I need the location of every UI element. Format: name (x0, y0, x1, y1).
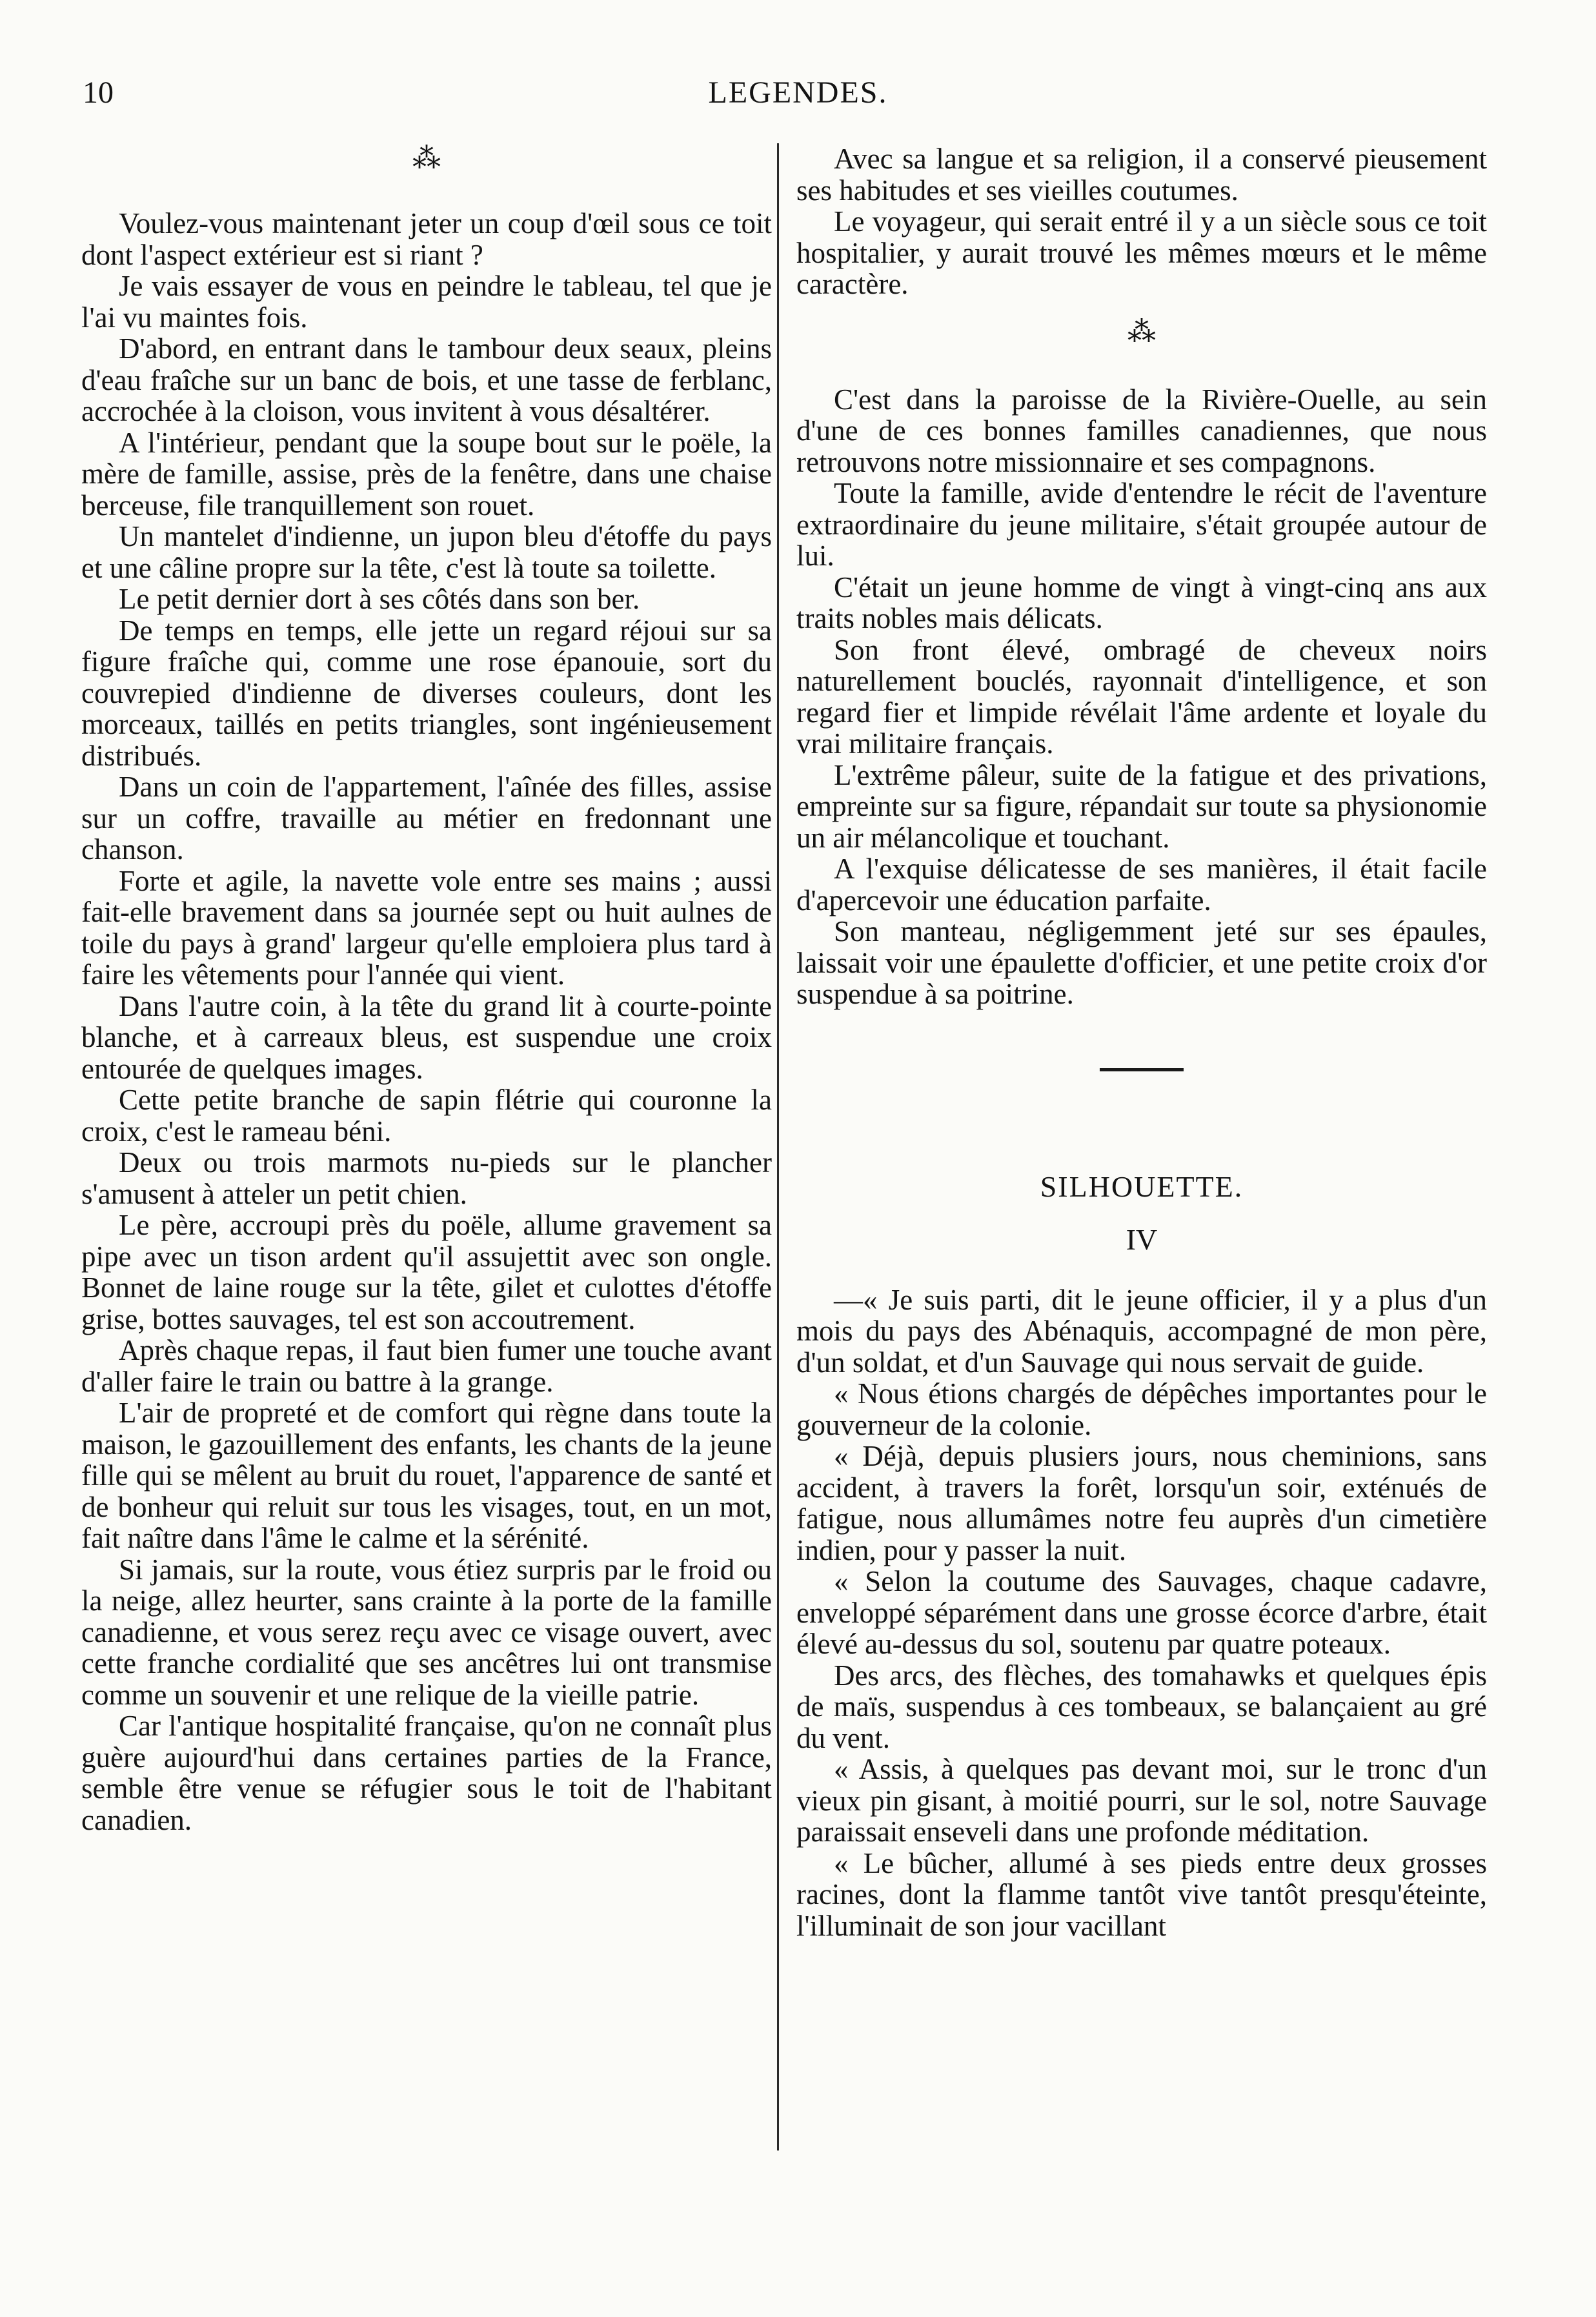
right-column (796, 143, 1487, 1941)
section-number: IV (1126, 1223, 1158, 1256)
paragraph: Deux ou trois marmots nu-pieds sur le plancher s'amusent à atteler un petit chien. (81, 1146, 772, 1210)
paragraph: Un mantelet d'indienne, un jupon bleu d'étoffe du pays et une câline propre sur la tête, c'est là toute sa toilette. (81, 520, 772, 584)
paragraph: Dans l'autre coin, à la tête du grand lit à courte-pointe blanche, et à carreaux bleus, est suspendue une croix entourée de quelques images. (81, 989, 772, 1085)
paragraph: Dans un coin de l'appartement, l'aînée des filles, assise sur un coffre, travaille au métier en fredonnant une chanson. (81, 771, 772, 865)
paragraph: Cette petite branche de sapin flétrie qui couronne la croix, c'est le rameau béni. (81, 1084, 772, 1148)
paragraph: « Déjà, depuis plusiers jours, nous cheminions, sans accident, à travers la forêt, lorsqu'un soir, exténués de fatigue, nous allumâmes notre feu auprès d'un cimetière indien, pour y passer la nuit. (796, 1440, 1487, 1566)
paragraph: C'était un jeune homme de vingt à vingt-cinq ans aux traits nobles mais délicats. (796, 571, 1487, 634)
paragraph: Toute la famille, avide d'entendre le récit de l'aventure extraordinaire du jeune militaire, s'était groupée autour de lui. (796, 477, 1487, 572)
paragraph: L'air de propreté et de comfort qui règne dans toute la maison, le gazouillement des enfants, les chants de la jeune fille qui se mêlent au bruit du rouet, l'apparence de santé et de bonheur qui reluit sur tous les visages, tout, en un mot, fait naître dans l'âme le calme et la sérénité. (81, 1397, 772, 1554)
paragraph: « Le bûcher, allumé à ses pieds entre deux grosses racines, dont la flamme tantôt vive tantôt presqu'éteinte, l'illuminait de son jour vacillant (796, 1847, 1487, 1942)
paragraph: Car l'antique hospitalité française, qu'on ne connaît plus guère aujourd'hui dans certaines parties de la France, semble être venue se réfugier sous le toit de l'habitant canadien. (81, 1710, 772, 1836)
paragraph: Je vais essayer de vous en peindre le tableau, tel que je l'ai vu maintes fois. (81, 270, 772, 334)
paragraph: A l'intérieur, pendant que la soupe bout sur le poële, la mère de famille, assise, près de la fenêtre, dans une chaise berceuse, file tranquillement son rouet. (81, 426, 772, 521)
paragraph: Son manteau, négligemment jeté sur ses épaules, laissait voir une épaulette d'officier, et une petite croix d'or suspendue à sa poitrine. (796, 915, 1487, 1010)
paragraph: Le père, accroupi près du poële, allume gravement sa pipe avec un tison ardent qu'il assujettit avec son ongle. Bonnet de laine rouge sur la tête, gilet et culottes d'étoffe grise, bottes sauvages, tel est son accoutrement. (81, 1209, 772, 1335)
paragraph: Son front élevé, ombragé de cheveux noirs naturellement bouclés, rayonnait d'intelligence, et son regard fier et limpide révélait l'âme ardente et loyale du vrai militaire français. (796, 633, 1487, 760)
paragraph: Des arcs, des flèches, des tomahawks et quelques épis de maïs, suspendus à ces tombeaux, se balançaient au gré du vent. (796, 1659, 1487, 1754)
paragraph: « Nous étions chargés de dépêches importantes pour le gouverneur de la colonie. (796, 1377, 1487, 1441)
paragraph: Forte et agile, la navette vole entre ses mains ; aussi fait-elle bravement dans sa journée sept ou huit aulnes de toile du pays à grand' largeur qu'elle emploiera plus tard à faire les vêtements pour l'année qui vient. (81, 864, 772, 991)
paragraph: Après chaque repas, il faut bien fumer une touche avant d'aller faire le train ou battre à la grange. (81, 1334, 772, 1398)
paragraph: D'abord, en entrant dans le tambour deux seaux, pleins d'eau fraîche sur un banc de bois, et une tasse de ferblanc, accrochée à la cloison, vous invitent à vous désaltérer. (81, 332, 772, 427)
paragraph: Si jamais, sur la route, vous étiez surpris par le froid ou la neige, allez heurter, sans crainte à la porte de la famille canadienne, et vous serez reçu avec ce visage ouvert, avec cette franche cordialité que ses ancêtres lui ont transmise comme un souvenir et une relique de la vieille patrie. (81, 1553, 772, 1711)
column-divider (777, 143, 779, 2150)
section-separator: ⁂ (1127, 316, 1156, 348)
paragraph: Avec sa langue et sa religion, il a conservé pieusement ses habitudes et ses vieilles coutumes. (796, 143, 1487, 207)
section-rule-wrap (796, 1010, 1487, 1146)
paragraph: A l'exquise délicatesse de ses manières, il était facile d'apercevoir une éducation parfaite. (796, 853, 1487, 916)
section-title: SILHOUETTE. (1040, 1169, 1244, 1203)
paragraph: —« Je suis parti, dit le jeune officier, il y a plus d'un mois du pays des Abénaquis, accompagné de mon père, d'un soldat, et d'un Sauvage qui nous servait de guide. (796, 1283, 1487, 1379)
running-title: LEGENDES. (708, 76, 888, 110)
paragraph: Le petit dernier dort à ses côtés dans son ber. (119, 583, 640, 615)
paragraph: De temps en temps, elle jette un regard réjoui sur sa figure fraîche qui, comme une rose épanouie, sort du couvrepied d'indienne de diverses couleurs, dont les morceaux, taillés en petits triangles, sont ingénieusement distribués. (81, 614, 772, 772)
paragraph: C'est dans la paroisse de la Rivière-Ouelle, au sein d'une de ces bonnes familles canadiennes, que nous retrouvons notre missionnaire et ses compagnons. (796, 383, 1487, 478)
section-rule (1100, 1068, 1184, 1071)
page-number: 10 (83, 76, 114, 110)
left-column (81, 143, 772, 1836)
section-separator: ⁂ (412, 143, 441, 174)
page-header (0, 0, 1596, 123)
paragraph: Voulez-vous maintenant jeter un coup d'œil sous ce toit dont l'aspect extérieur est si riant ? (81, 207, 772, 271)
paragraph: « Assis, à quelques pas devant moi, sur le tronc d'un vieux pin gisant, à moitié pourri, sur le sol, notre Sauvage paraissait enseveli dans une profonde méditation. (796, 1753, 1487, 1848)
paragraph: « Selon la coutume des Sauvages, chaque cadavre, enveloppé séparément dans une grosse écorce d'arbre, était élevé au-dessus du sol, soutenu par quatre poteaux. (796, 1565, 1487, 1660)
paragraph: L'extrême pâleur, suite de la fatigue et des privations, empreinte sur sa figure, répandait sur toute sa physionomie un air mélancolique et touchant. (796, 758, 1487, 854)
paragraph: Le voyageur, qui serait entré il y a un siècle sous ce toit hospitalier, y aurait trouvé les mêmes mœurs et le même caractère. (796, 205, 1487, 300)
